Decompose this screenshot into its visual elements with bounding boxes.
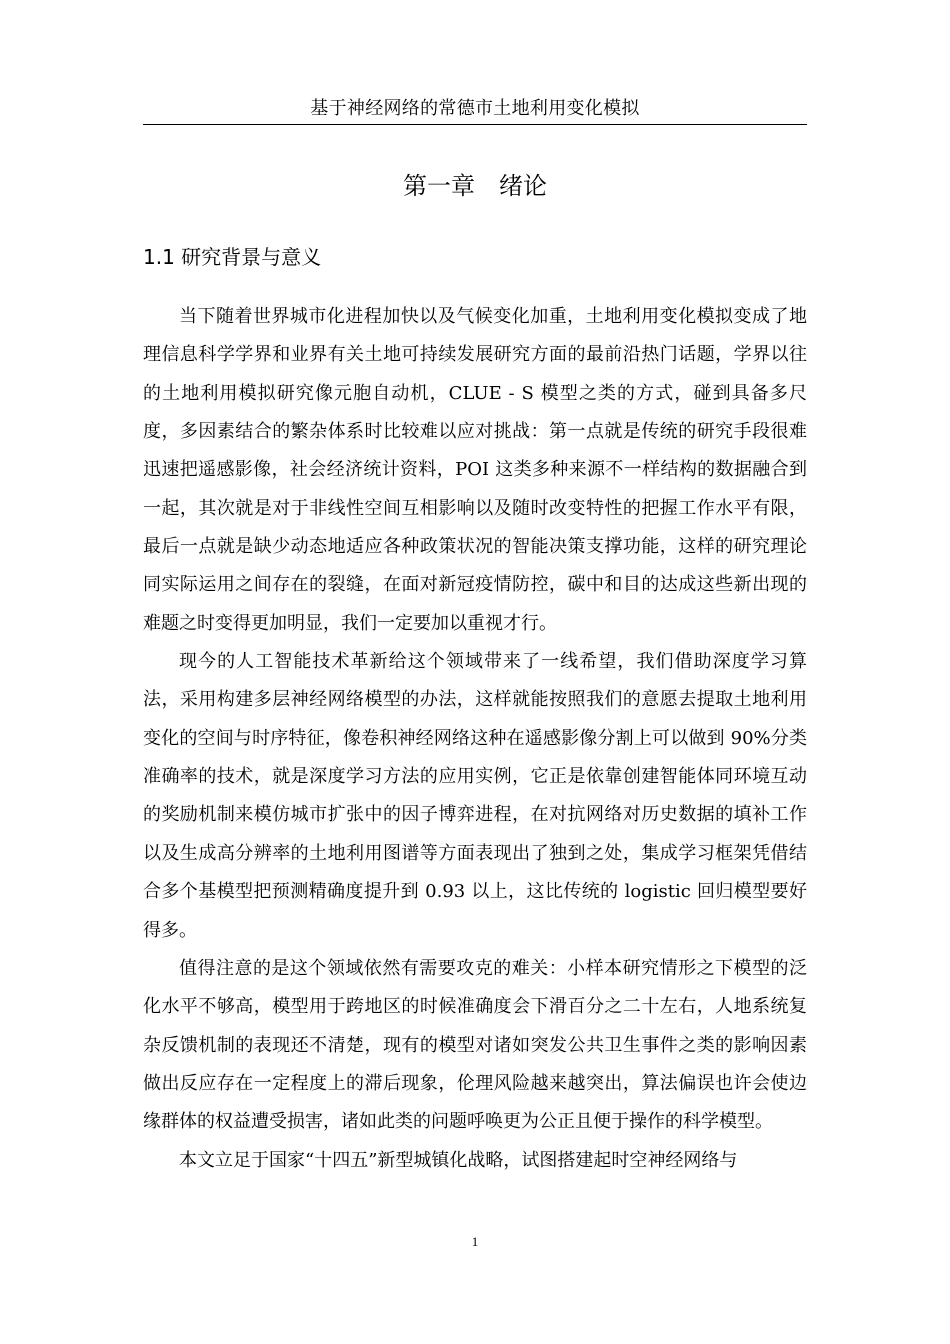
paragraph-4: 本文立足于国家“十四五”新型城镇化战略，试图搭建起时空神经网络与	[179, 1149, 738, 1171]
header-rule	[143, 124, 807, 125]
paragraph-2: 现今的人工智能技术革新给这个领域带来了一线希望，我们借助深度学习算法，采用构建多层神经网络模型的办法，这样就能按照我们的意愿去提取土地利用变化的空间与时序特征，像卷积神经网络这种在遥感影像分割上可以做到 90%分类准确率的技术，就是深度学习方法的应用实例，它正是依靠创建智能体同环境互动的奖励机制来模仿城市扩张中的因子博弈进程，在对抗网络对历史数据的填补工作以及生成高分辨率的土地利用图谱等方面表现出了独到之处，集成学习框架凭借结合多个基模型把预测精确度提升到 0.93 以上，这比传统的 logistic 回归模型要好得多。	[143, 651, 807, 941]
paragraph-3: 值得注意的是这个领域依然有需要攻克的难关：小样本研究情形之下模型的泛化水平不够高，模型用于跨地区的时候准确度会下滑百分之二十左右，人地系统复杂反馈机制的表现还不清楚，现有的模型对诸如突发公共卫生事件之类的影响因素做出反应存在一定程度上的滞后现象，伦理风险越来越突出，算法偏误也许会使边缘群体的权益遭受损害，诸如此类的问题呼唤更为公正且便于操作的科学模型。	[143, 957, 807, 1133]
section-title: 1.1 研究背景与意义	[143, 245, 322, 269]
running-header: 基于神经网络的常德市土地利用变化模拟	[310, 98, 640, 119]
paragraph-1: 当下随着世界城市化进程加快以及气候变化加重，土地利用变化模拟变成了地理信息科学学界和业界有关土地可持续发展研究方面的最前沿热门话题，学界以往的土地利用模拟研究像元胞自动机，CLUE - S 模型之类的方式，碰到具备多尺度，多因素结合的繁杂体系时比较难以应对挑战：第一点就是传统的研究手段很难迅速把遥感影像，社会经济统计资料，POI 这类多种来源不一样结构的数据融合到一起，其次就是对于非线性空间互相影响以及随时改变特性的把握工作水平有限，最后一点就是缺少动态地适应各种政策状况的智能决策支撑功能，这样的研究理论同实际运用之间存在的裂缝，在面对新冠疫情防控，碳中和目的达成这些新出现的难题之时变得更加明显，我们一定要加以重视才行。	[143, 306, 807, 634]
body-text	[143, 298, 807, 1180]
page-number: 1	[471, 1234, 479, 1249]
chapter-title: 第一章 绪论	[403, 172, 547, 200]
